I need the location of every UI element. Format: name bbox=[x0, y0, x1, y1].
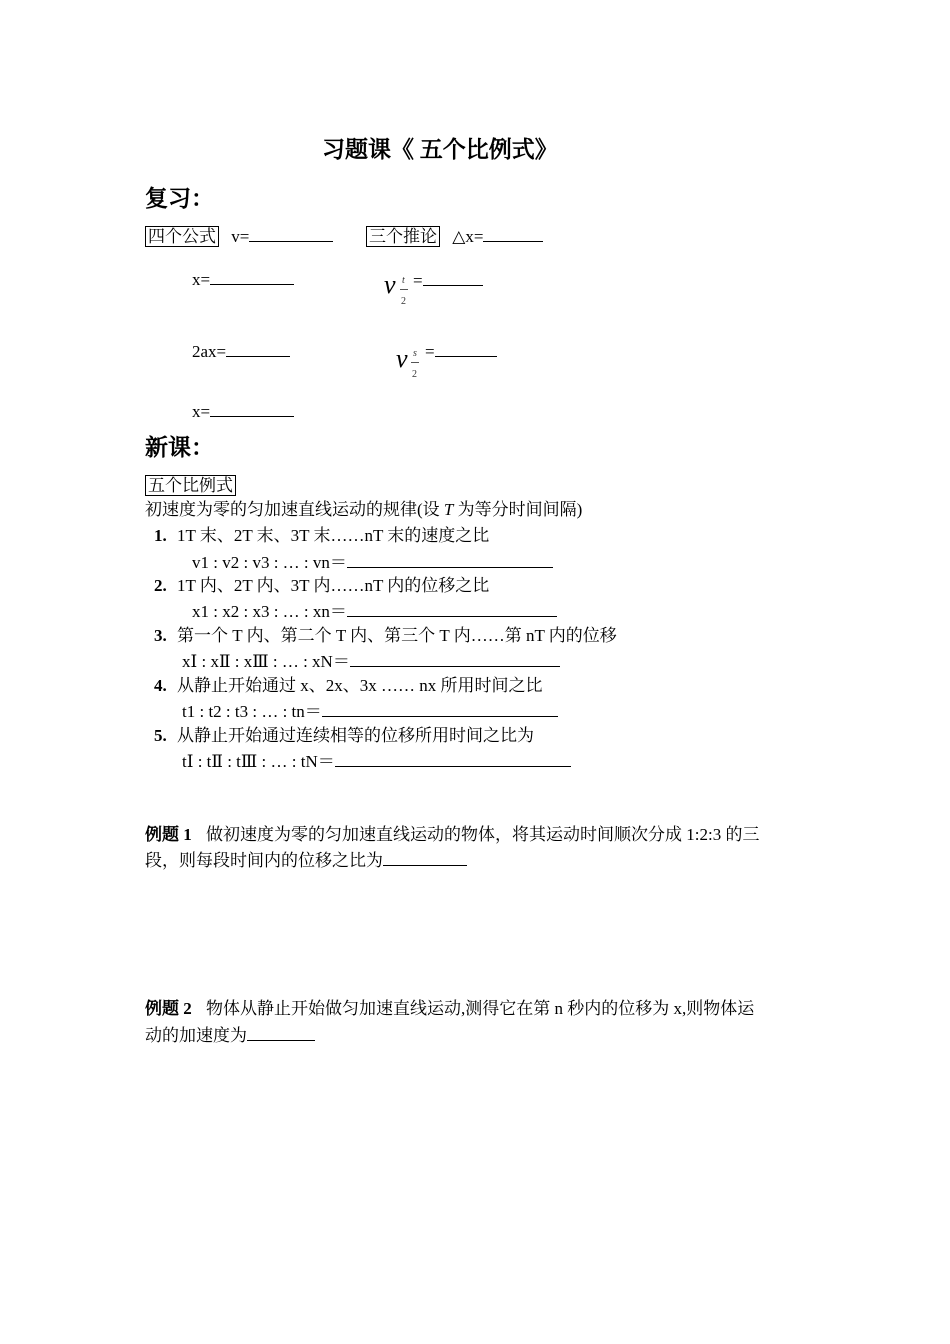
intro-T: T bbox=[443, 500, 454, 519]
x-eq-blank-2[interactable] bbox=[210, 402, 294, 417]
x-eq-label-1: x= bbox=[192, 270, 211, 289]
item-5-text: 从静止开始通过连续相等的位移所用时间之比为 bbox=[177, 726, 534, 745]
v-t-half-symbol: v bbox=[384, 270, 396, 299]
item-4-ratio-row bbox=[182, 702, 558, 720]
v-t-half-den: 2 bbox=[401, 296, 406, 307]
delta-x-label: △x= bbox=[452, 227, 484, 246]
item-5-blank[interactable] bbox=[335, 752, 571, 767]
twoax-label: 2ax= bbox=[192, 342, 227, 361]
v-t-half-row bbox=[413, 271, 483, 289]
item-2 bbox=[154, 577, 489, 594]
intro-line bbox=[145, 501, 582, 518]
v-s-half-eq: = bbox=[425, 342, 435, 361]
intro-text-a: 初速度为零的匀加速直线运动的规律(设 bbox=[145, 500, 444, 519]
item-3-number: 3. bbox=[154, 626, 167, 645]
item-2-ratio-row bbox=[192, 602, 557, 620]
v-s-half-num: s bbox=[413, 348, 417, 359]
item-5-ratio-row bbox=[182, 752, 571, 770]
v-s-half-row bbox=[425, 342, 497, 360]
item-5 bbox=[154, 727, 534, 744]
item-2-number: 2. bbox=[154, 576, 167, 595]
example-2-line-1 bbox=[145, 1000, 754, 1017]
item-1-ratio-row bbox=[192, 553, 553, 571]
item-4-blank[interactable] bbox=[322, 702, 558, 717]
twoax-blank[interactable] bbox=[226, 342, 290, 357]
example-1-text-1: 做初速度为零的匀加速直线运动的物体，将其运动时间顺次分成 1:2:3 的三 bbox=[206, 825, 760, 844]
item-5-number: 5. bbox=[154, 726, 167, 745]
example-2-text-2: 动的加速度为 bbox=[145, 1026, 247, 1045]
four-formulas-box: 四个公式 bbox=[145, 226, 219, 247]
example-1-line-2 bbox=[145, 851, 467, 869]
intro-text-b: 为等分时间间隔) bbox=[453, 500, 583, 519]
item-1-text: 1T 末、2T 末、3T 末……nT 末的速度之比 bbox=[177, 526, 490, 545]
delta-x-blank[interactable] bbox=[483, 227, 543, 242]
item-4-number: 4. bbox=[154, 676, 167, 695]
item-1-blank[interactable] bbox=[347, 553, 553, 568]
five-ratios-box: 五个比例式 bbox=[145, 475, 236, 496]
item-3-ratio: xⅠ : xⅡ : xⅢ : … : xN＝ bbox=[182, 652, 350, 671]
item-4 bbox=[154, 677, 543, 694]
v-s-half-blank[interactable] bbox=[435, 342, 497, 357]
example-2-line-2 bbox=[145, 1026, 315, 1044]
three-corollaries-row bbox=[366, 227, 543, 245]
example-1-line-1 bbox=[145, 826, 759, 843]
five-ratios-title bbox=[145, 477, 236, 494]
item-1-number: 1. bbox=[154, 526, 167, 545]
three-corollaries-box: 三个推论 bbox=[366, 226, 440, 247]
page-title: 习题课《 五个比例式》 bbox=[322, 137, 558, 162]
x-eq-blank-1[interactable] bbox=[210, 270, 294, 285]
item-2-blank[interactable] bbox=[347, 602, 557, 617]
item-1-ratio: v1 : v2 : v3 : … : vn＝ bbox=[192, 553, 347, 572]
example-2-text-1: 物体从静止开始做匀加速直线运动,测得它在第 n 秒内的位移为 x,则物体运 bbox=[206, 999, 755, 1018]
x-eq-label-2: x= bbox=[192, 402, 211, 421]
item-2-text: 1T 内、2T 内、3T 内……nT 内的位移之比 bbox=[177, 576, 490, 595]
x-eq-row-1 bbox=[192, 270, 294, 288]
v-t-half-eq: = bbox=[413, 271, 423, 290]
review-heading: 复习： bbox=[145, 186, 214, 211]
new-lesson-heading: 新课： bbox=[145, 435, 214, 460]
item-3-blank[interactable] bbox=[350, 652, 560, 667]
item-1 bbox=[154, 527, 489, 544]
v-s-half-fraction-bar bbox=[411, 362, 419, 363]
example-1-text-2: 段，则每段时间内的位移之比为 bbox=[145, 851, 383, 870]
example-2-blank[interactable] bbox=[247, 1026, 315, 1041]
item-4-text: 从静止开始通过 x、2x、3x …… nx 所用时间之比 bbox=[177, 676, 543, 695]
example-2-label: 例题 2 bbox=[145, 999, 192, 1018]
item-5-ratio: tⅠ : tⅡ : tⅢ : … : tN＝ bbox=[182, 752, 335, 771]
v-eq-blank[interactable] bbox=[249, 227, 333, 242]
item-2-ratio: x1 : x2 : x3 : … : xn＝ bbox=[192, 602, 347, 621]
example-1-blank[interactable] bbox=[383, 851, 467, 866]
item-4-ratio: t1 : t2 : t3 : … : tn＝ bbox=[182, 702, 322, 721]
x-eq-row-2 bbox=[192, 402, 294, 420]
v-s-half-den: 2 bbox=[412, 369, 417, 380]
four-formulas-row bbox=[145, 227, 333, 245]
v-s-half-symbol: v bbox=[396, 344, 408, 373]
example-1-label: 例题 1 bbox=[145, 825, 192, 844]
twoax-row bbox=[192, 342, 290, 360]
v-t-half-num: t bbox=[402, 275, 405, 286]
item-3-text: 第一个 T 内、第二个 T 内、第三个 T 内……第 nT 内的位移 bbox=[177, 626, 617, 645]
v-t-half-fraction-bar bbox=[400, 289, 408, 290]
item-3 bbox=[154, 627, 617, 644]
v-t-half-blank[interactable] bbox=[423, 271, 483, 286]
v-eq-label: v= bbox=[231, 227, 250, 246]
item-3-ratio-row bbox=[182, 652, 560, 670]
